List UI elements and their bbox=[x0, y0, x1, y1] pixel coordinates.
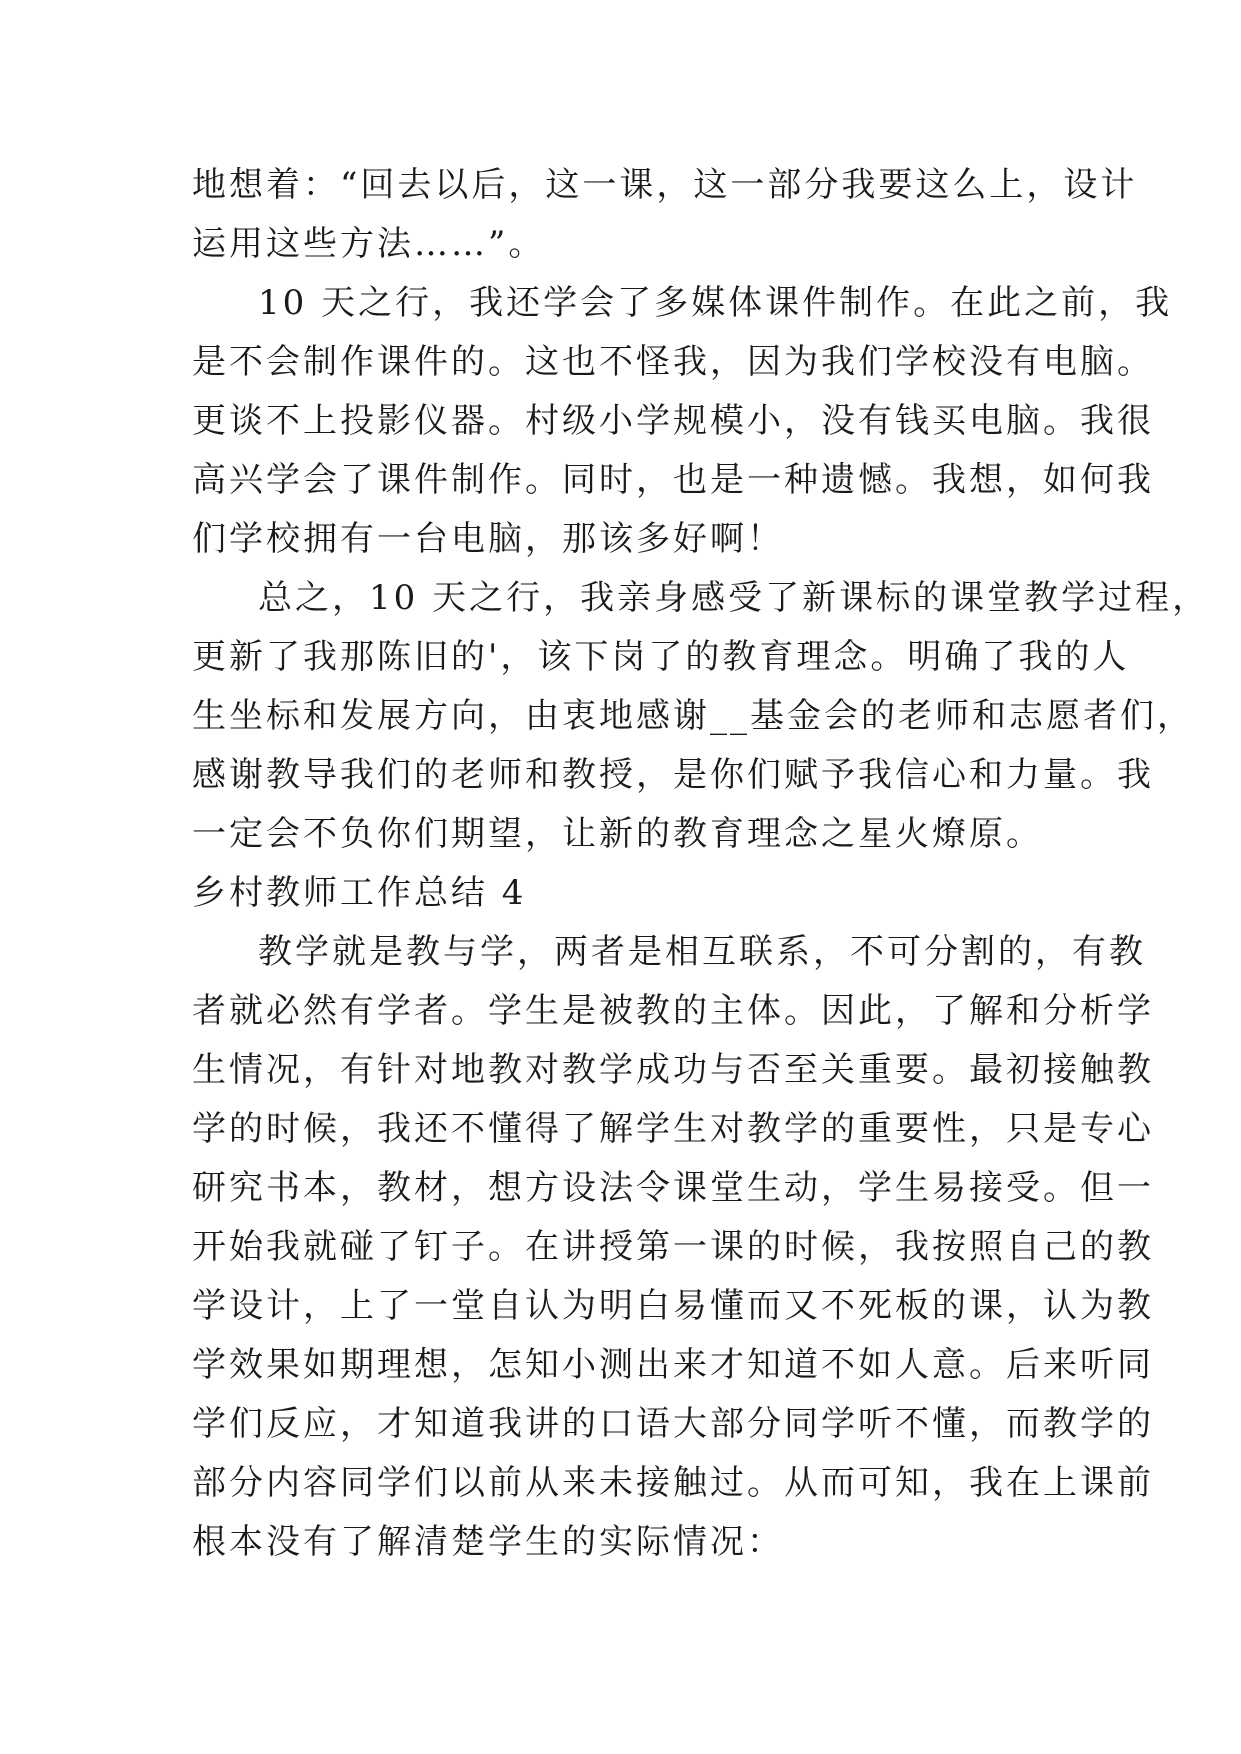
text-line: 地想着：“回去以后，这一课，这一部分我要这么上，设计 bbox=[192, 165, 1138, 205]
text-line: 运用这些方法……”。 bbox=[192, 224, 546, 264]
text-line: 更谈不上投影仪器。村级小学规模小，没有钱买电脑。我很 bbox=[192, 401, 1154, 441]
text-line: 更新了我那陈旧的'，该下岗了的教育理念。明确了我的人 bbox=[192, 637, 1130, 677]
paragraph-start-line: 教学就是教与学，两者是相互联系，不可分割的，有教 bbox=[258, 932, 1146, 972]
text-line: 开始我就碰了钉子。在讲授第一课的时候，我按照自己的教 bbox=[192, 1227, 1154, 1267]
section-heading: 乡村教师工作总结 4 bbox=[192, 873, 527, 913]
text-line: 根本没有了解清楚学生的实际情况： bbox=[192, 1522, 784, 1562]
text-line: 研究书本，教材，想方设法令课堂生动，学生易接受。但一 bbox=[192, 1168, 1154, 1208]
text-line: 学们反应，才知道我讲的口语大部分同学听不懂，而教学的 bbox=[192, 1404, 1154, 1444]
text-line: 生情况，有针对地教对教学成功与否至关重要。最初接触教 bbox=[192, 1050, 1154, 1090]
text-line: 生坐标和发展方向，由衷地感谢__基金会的老师和志愿者们， bbox=[192, 696, 1194, 736]
paragraph-start-line: 10 天之行，我还学会了多媒体课件制作。在此之前，我 bbox=[258, 283, 1173, 323]
text-line: 感谢教导我们的老师和教授，是你们赋予我信心和力量。我 bbox=[192, 755, 1154, 795]
text-line: 是不会制作课件的。这也不怪我，因为我们学校没有电脑。 bbox=[192, 342, 1154, 382]
paragraph-start-line: 总之，10 天之行，我亲身感受了新课标的课堂教学过程， bbox=[258, 578, 1210, 618]
text-line: 学设计，上了一堂自认为明白易懂而又不死板的课，认为教 bbox=[192, 1286, 1154, 1326]
text-line: 们学校拥有一台电脑，那该多好啊！ bbox=[192, 519, 784, 559]
text-line: 一定会不负你们期望，让新的教育理念之星火燎原。 bbox=[192, 814, 1043, 854]
text-line: 高兴学会了课件制作。同时，也是一种遗憾。我想，如何我 bbox=[192, 460, 1154, 500]
text-line: 学的时候，我还不懂得了解学生对教学的重要性，只是专心 bbox=[192, 1109, 1154, 1149]
text-line: 学效果如期理想，怎知小测出来才知道不如人意。后来听同 bbox=[192, 1345, 1154, 1385]
text-line: 部分内容同学们以前从来未接触过。从而可知，我在上课前 bbox=[192, 1463, 1154, 1503]
text-line: 者就必然有学者。学生是被教的主体。因此，了解和分析学 bbox=[192, 991, 1154, 1031]
